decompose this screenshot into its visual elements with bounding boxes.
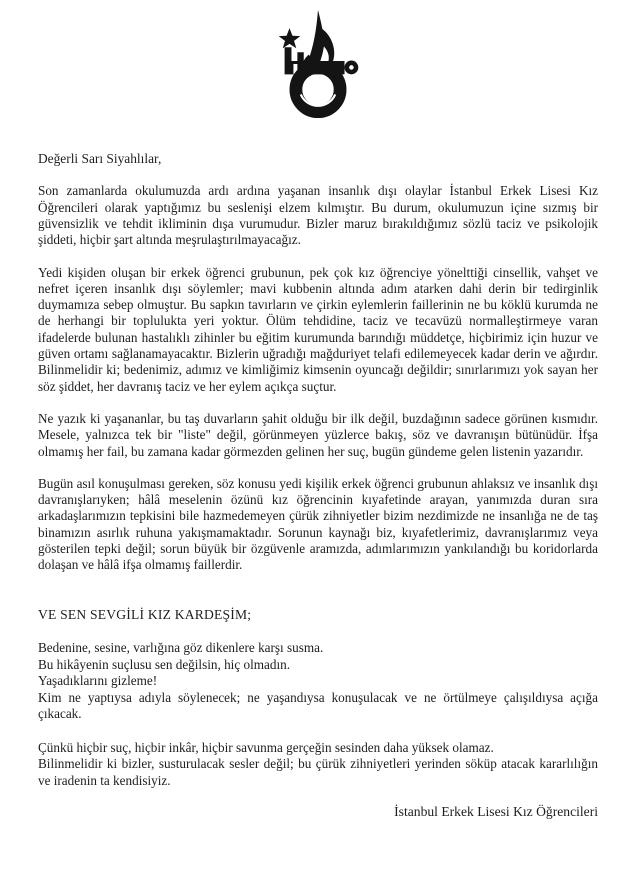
school-emblem-icon [266,8,370,120]
signature: İstanbul Erkek Lisesi Kız Öğrencileri [394,804,598,820]
salutation: Değerli Sarı Siyahlılar, [38,151,162,166]
letter-paragraph: Ne yazık ki yaşananlar, bu taş duvarların şahit olduğu bir ilk değil, buzdağının sadece görünen kısmıdır. Mesele, yalnızca tek bir "liste" değil, görünmeyen yüzlerce bakış, söz ve davranışın bütünüdür. İfşa olmamış her fail, bu zamana kadar görmezden gelinen her suç, bugün gündeme gelen listenin yazarıdır. [38,410,598,459]
appeal-line: Bedenine, sesine, varlığına göz dikenlere karşı susma. [38,640,324,656]
appeal-block [38,640,598,723]
blade-shape [307,10,335,68]
letter-page [0,8,636,892]
letter-paragraph: Son zamanlarda okulumuzda ardı ardına yaşanan insanlık dışı olaylar İstanbul Erkek Lisesi Kız Öğrencileri olarak yaptığımız bu seslenişi elzem kılmıştır. Bu durum, okulumuzun içine sızmış bir güvensizlik ve tehdit ikliminin dışa vurumudur. Bizler maruz bırakıldığımız sözlü taciz ve psikolojik şiddeti, hiçbir şart altında meşrulaştırılmayacağız. [38,183,598,248]
star-icon [279,28,301,48]
appeal-line: Bu hikâyenin suçlusu sen değilsin, hiç olmadın. [38,656,290,672]
closing-line: Çünkü hiçbir suç, hiçbir inkâr, hiçbir savunma gerçeğin sesinden daha yüksek olamaz. [38,739,494,755]
closing-line: Bilinmelidir ki bizler, susturulacak sesler değil; bu çürük zihniyetleri yerinden söküp atacak kararlılığın ve iradenin ta kendisiyiz. [38,756,598,788]
section-heading: VE SEN SEVGİLİ KIZ KARDEŞİM; [38,606,252,622]
letter-paragraph: Bugün asıl konuşulması gereken, söz konusu yedi kişilik erkek öğrenci grubunun ahlaksız ve insanlık dışı davranışlarıyken; hâlâ meselenin özünü kız öğrencinin kıyafetinde arayan, yanımızda duran sıra arkadaşlarımızın tepkisini bile hazmedemeyen çürük zihniyetler bizim nezdimizde ne insanlığa ne de taş binamızın asırlık ruhuna yakışmamaktadır. Sorunun kaynağı biz, kıyafetlerimiz, davranışlarımız veya gösterilen tepki değil; sorun büyük bir özgüvenle aramızda, adımlarımızın yankılandığı bu koridorlarda dolaşan ve hâlâ ifşa olmamış faillerdir. [38,475,598,573]
school-emblem-logo [266,8,370,120]
letter-paragraph: Yedi kişiden oluşan bir erkek öğrenci grubunun, pek çok kız öğrenciye yönelttiği cinsellik, vahşet ve nefret içeren insanlık dışı söylemler; mavi kubbenin altında adım atarken dahi derin bir tedirginlik duymamıza sebep olmuştur. Bu sapkın tavırların ve çirkin eylemlerin faillerinin ne bu köklü kurumda ne de herhangi bir toplulukta yeri yoktur. Ölüm tehdidine, taciz ve tecavüzü normalleştirmeye varan ifadelerde bulunan hastalıklı zihinler bu eğitim kurumunda barındığı müddetçe, hiçbirimiz için huzur ve güven ortamı sağlanamayacaktır. Bizlerin uğradığı mağduriyet telafi edilemeyecek kadar derin ve ağırdır. Bilinmelidir ki; bedenimiz, adımız ve kimliğimiz kimsenin oyuncağı değildir; sınırlarımızı yok sayan her söz şiddet, her davranış taciz ve her eylem açıkça suçtur. [38,264,598,394]
closing-block [38,740,598,790]
appeal-line: Yaşadıklarını gizleme! [38,673,158,689]
appeal-line: Kim ne yaptıysa adıyla söylenecek; ne yaşandıysa konuşulacak ve ne örtülmeye çalışıldıysa açığa çıkacak. [38,689,598,722]
